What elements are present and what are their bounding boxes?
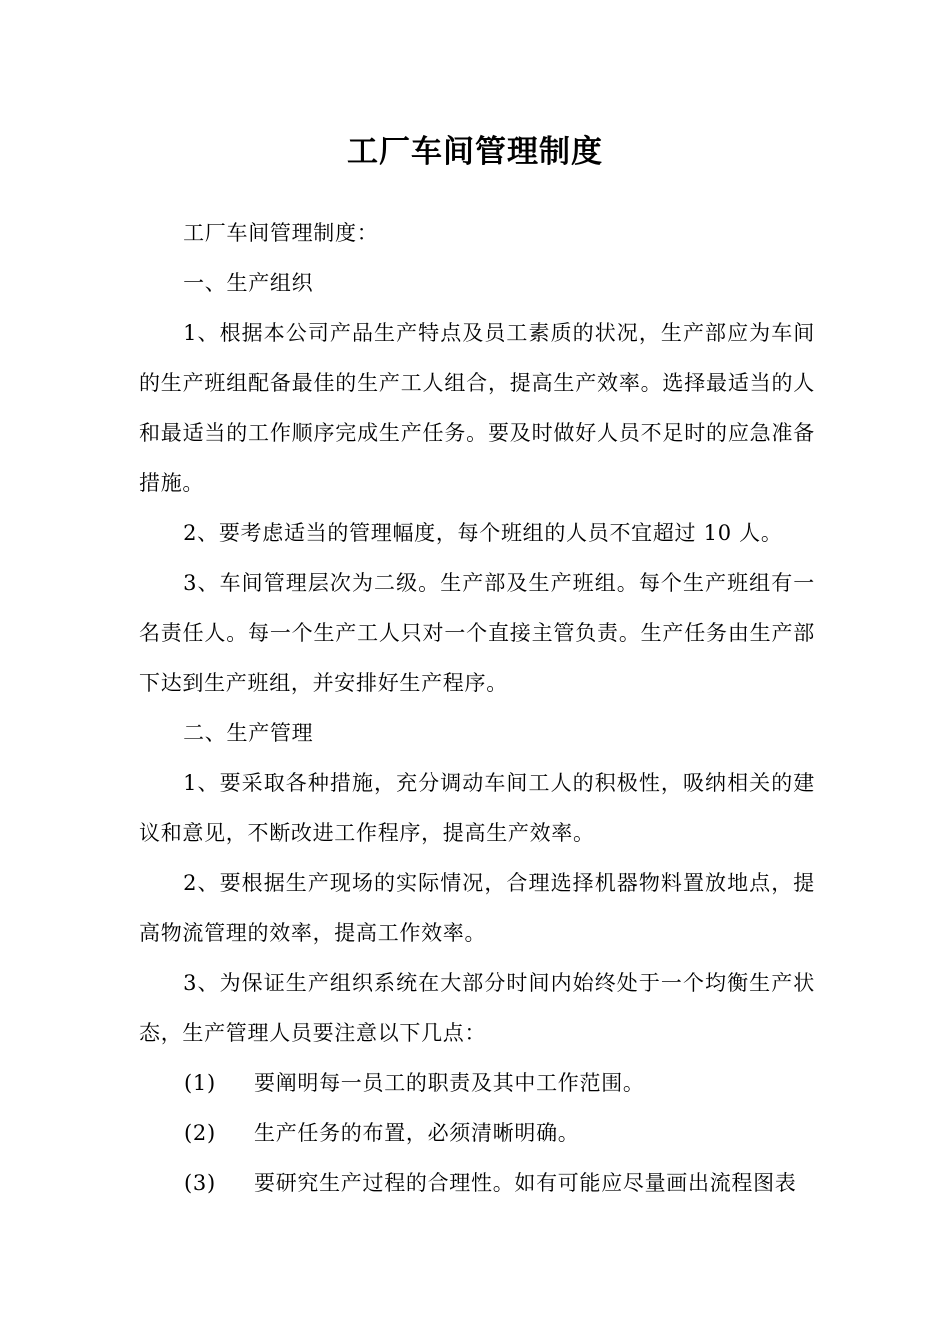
document-title: 工厂车间管理制度	[347, 134, 603, 170]
section-2-item-1: 1、要采取各种措施，充分调动车间工人的积极性，吸纳相关的建议和意见，不断改进工作程序，提高生产效率。	[139, 771, 815, 845]
sub-list-item	[139, 1058, 815, 1108]
section-1-heading: 一、生产组织	[183, 271, 314, 295]
sub-list-number: (3)	[184, 1171, 216, 1195]
sub-list-text: 要阐明每一员工的职责及其中工作范围。	[254, 1071, 645, 1095]
section-1-item-2: 2、要考虑适当的管理幅度，每个班组的人员不宜超过 10 人。	[183, 521, 783, 545]
section-2-item-2: 2、要根据生产现场的实际情况，合理选择机器物料置放地点，提高物流管理的效率，提高工作效率。	[139, 871, 815, 945]
intro-paragraph: 工厂车间管理制度：	[183, 221, 379, 245]
sub-list-item	[139, 1158, 815, 1208]
sub-list-text: 生产任务的布置，必须清晰明确。	[254, 1121, 580, 1145]
sub-list-item	[139, 1108, 815, 1158]
sub-list-number: (1)	[184, 1071, 216, 1095]
section-1-item-1: 1、根据本公司产品生产特点及员工素质的状况，生产部应为车间的生产班组配备最佳的生产工人组合，提高生产效率。选择最适当的人和最适当的工作顺序完成生产任务。要及时做好人员不足时的应急准备措施。	[139, 321, 815, 495]
section-2-item-3: 3、为保证生产组织系统在大部分时间内始终处于一个均衡生产状态，生产管理人员要注意以下几点：	[139, 971, 815, 1045]
section-1-item-3: 3、车间管理层次为二级。生产部及生产班组。每个生产班组有一名责任人。每一个生产工人只对一个直接主管负责。生产任务由生产部下达到生产班组，并安排好生产程序。	[139, 571, 815, 695]
sub-list-number: (2)	[184, 1121, 216, 1145]
section-2-heading: 二、生产管理	[183, 721, 314, 745]
document-body	[139, 208, 815, 1208]
sub-list-text: 要研究生产过程的合理性。如有可能应尽量画出流程图表	[254, 1171, 797, 1195]
